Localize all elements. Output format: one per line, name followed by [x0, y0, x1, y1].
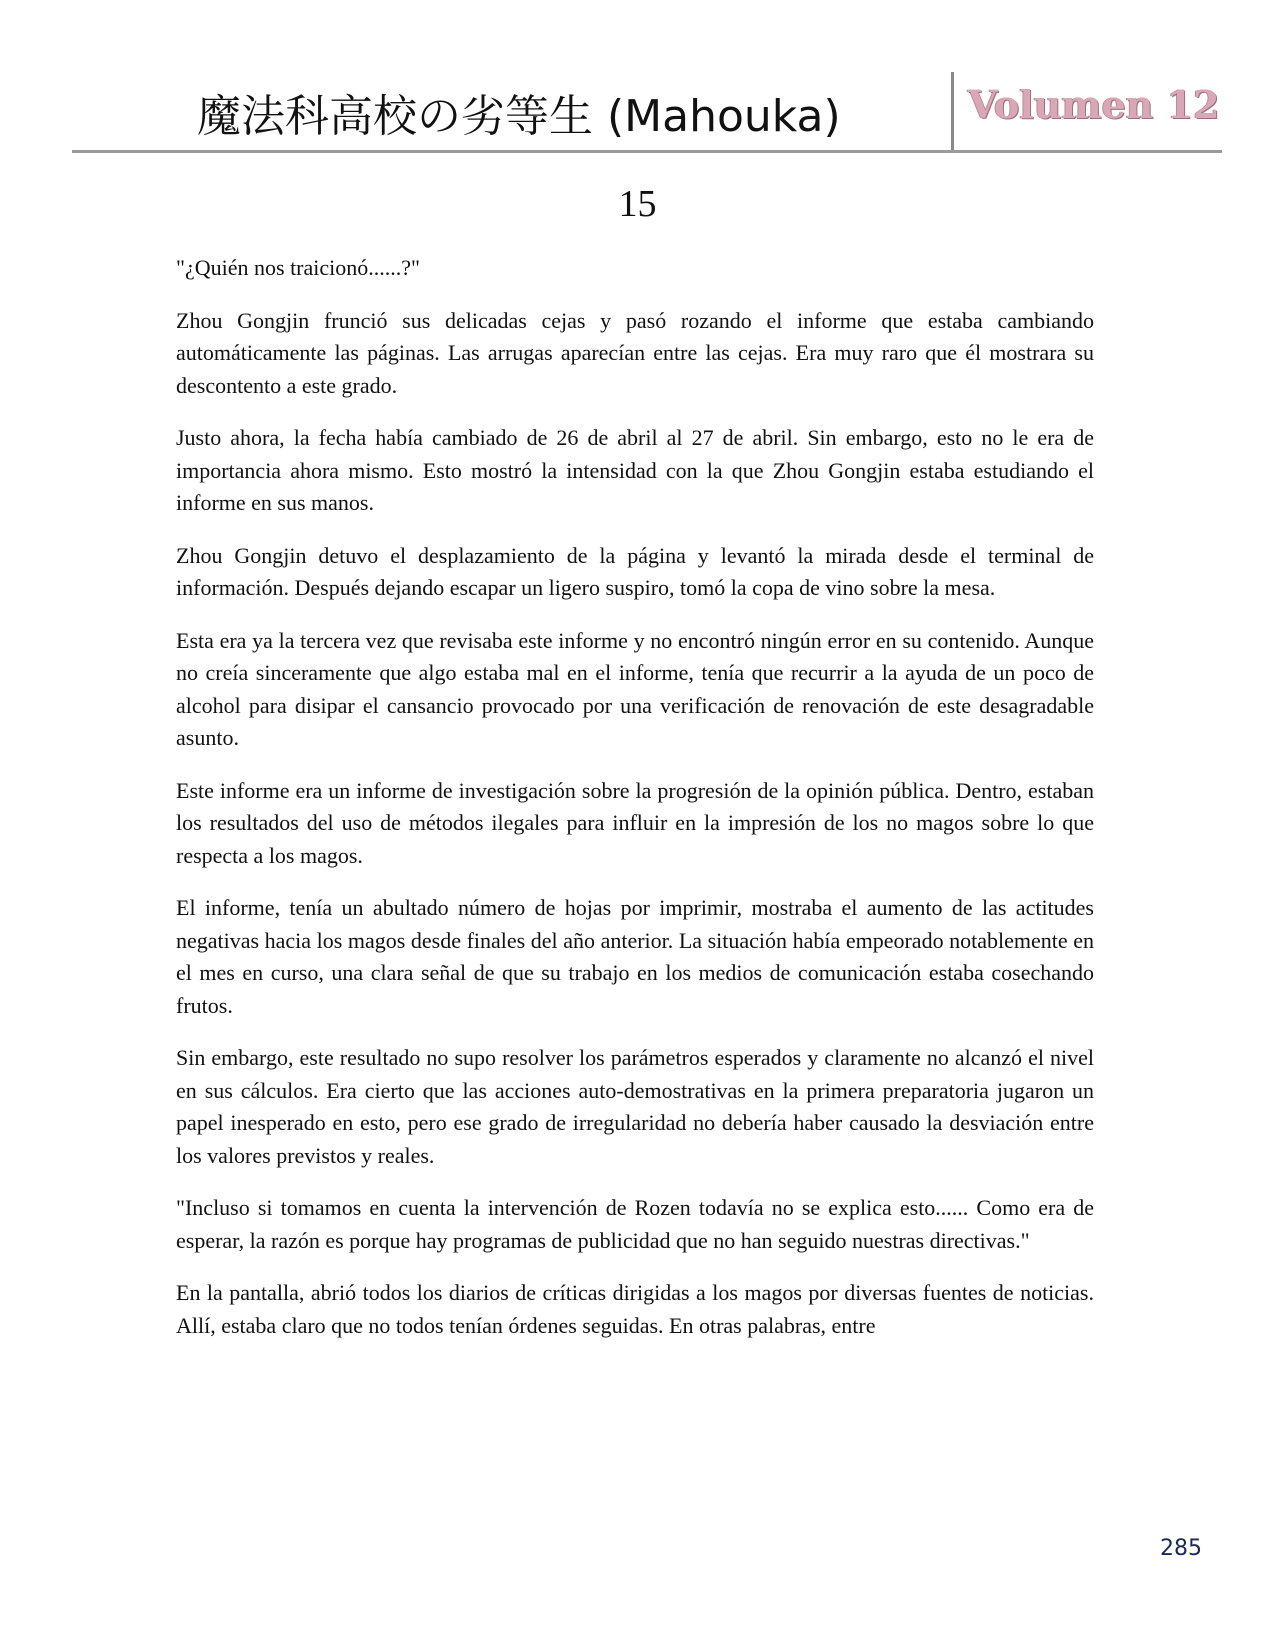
header-divider [951, 72, 954, 150]
book-title: 魔法科高校の劣等生 (Mahouka) [197, 91, 841, 142]
paragraph: Este informe era un informe de investigación sobre la progresión de la opinión pública. Dentro, estaban los resultados del uso de métodos ilegales para influir en la impresión de los no magos sobre lo que respecta a los magos. [176, 777, 1094, 868]
paragraph: Zhou Gongjin frunció sus delicadas cejas y pasó rozando el informe que estaba cambiando automáticamente las páginas. Las arrugas aparecían entre las cejas. Era muy raro que él mostrara su descontento a este grado. [176, 307, 1094, 398]
paragraph: Justo ahora, la fecha había cambiado de 26 de abril al 27 de abril. Sin embargo, esto no le era de importancia ahora mismo. Esto mostró la intensidad con la que Zhou Gongjin estaba estudiando el informe en sus manos. [176, 425, 1094, 515]
paragraph: Sin embargo, este resultado no supo resolver los parámetros esperados y claramente no alcanzó el nivel en sus cálculos. Era cierto que las acciones auto-demostrativas en la primera preparatoria jugaron un papel inesperado en esto, pero ese grado de irregularidad no debería haber causado la desviación entre los valores previstos y reales. [176, 1045, 1094, 1168]
paragraph: "Incluso si tomamos en cuenta la intervención de Rozen todavía no se explica esto...... Como era de esperar, la razón es porque hay programas de publicidad que no han seguido nuestras directivas." [176, 1195, 1094, 1253]
paragraph: Zhou Gongjin detuvo el desplazamiento de la página y levantó la mirada desde el terminal de información. Después dejando escapar un ligero suspiro, tomó la copa de vino sobre la mesa. [176, 542, 1094, 600]
chapter-number: 15 [618, 183, 657, 225]
paragraph: Esta era ya la tercera vez que revisaba este informe y no encontró ningún error en su contenido. Aunque no creía sinceramente que algo estaba mal en el informe, tenía que recurrir a la ayuda de un poco de alcohol para disipar el cansancio provocado por una verificación de renovación de este desagradable asunto. [176, 627, 1094, 750]
page-header [72, 70, 1222, 153]
body-text [176, 252, 1094, 1362]
paragraph: "¿Quién nos traicionó......?" [176, 255, 421, 280]
page-number: 285 [1160, 1536, 1202, 1561]
paragraph: En la pantalla, abrió todos los diarios de críticas dirigidas a los magos por diversas fuentes de noticias. Allí, estaba claro que no todos tenían órdenes seguidas. En otras palabras, entre [176, 1280, 1094, 1338]
paragraph: El informe, tenía un abultado número de hojas por imprimir, mostraba el aumento de las actitudes negativas hacia los magos desde finales del año anterior. La situación había empeorado notablemente en el mes en curso, una clara señal de que su trabajo en los medios de comunicación estaba cosechando frutos. [176, 895, 1094, 1018]
volume-label: Volumen 12 [968, 82, 1220, 127]
